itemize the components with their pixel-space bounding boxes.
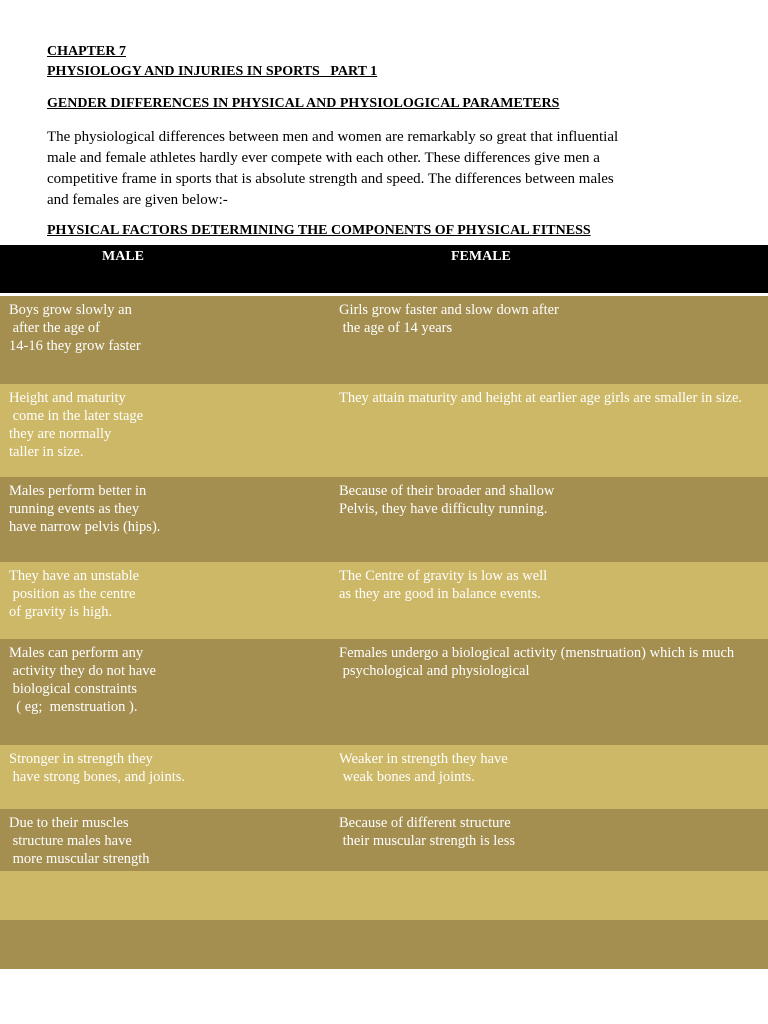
table-header-row	[0, 245, 768, 293]
cell-line: The Centre of gravity is low as well	[339, 568, 548, 584]
cell-line: Because of different structure	[339, 815, 511, 831]
chapter-heading: CHAPTER 7	[47, 44, 126, 59]
cell-line: Boys grow slowly an	[9, 302, 132, 318]
cell-line: taller in size.	[9, 444, 84, 460]
intro-paragraph	[47, 127, 727, 211]
female-cell	[339, 567, 547, 603]
cell-line: Pelvis, they have difficulty running.	[339, 501, 548, 517]
table-row	[0, 809, 768, 871]
cell-line: activity they do not have	[9, 663, 156, 679]
cell-line: of gravity is high.	[9, 604, 113, 620]
cell-line: have narrow pelvis (hips).	[9, 519, 161, 535]
section-heading-gender-differences: GENDER DIFFERENCES IN PHYSICAL AND PHYSIOLOGICAL PARAMETERS	[47, 96, 560, 111]
table-row	[0, 384, 768, 477]
female-cell	[339, 301, 559, 337]
male-cell	[9, 814, 150, 868]
intro-line: male and female athletes hardly ever compete with each other. These differences give men a	[47, 150, 600, 166]
cell-line: biological constraints	[9, 681, 138, 697]
female-cell	[339, 389, 742, 407]
male-cell	[9, 301, 141, 355]
intro-line: competitive frame in sports that is absolute strength and speed. The differences between males	[47, 171, 614, 187]
male-cell	[9, 567, 139, 621]
cell-line: position as the centre	[9, 586, 136, 602]
cell-line: They attain maturity and height at earlier age girls are smaller in size.	[339, 390, 743, 406]
table-row-empty	[0, 871, 768, 920]
cell-line: come in the later stage	[9, 408, 144, 424]
table-row	[0, 745, 768, 809]
male-cell	[9, 482, 160, 536]
section-heading-physical-factors: PHYSICAL FACTORS DETERMINING THE COMPONENTS OF PHYSICAL FITNESS	[47, 223, 591, 238]
cell-line: structure males have	[9, 833, 132, 849]
column-header-female: FEMALE	[451, 249, 511, 264]
cell-line: Stronger in strength they	[9, 751, 153, 767]
cell-line: Height and maturity	[9, 390, 126, 406]
cell-line: They have an unstable	[9, 568, 140, 584]
cell-line: Weaker in strength they have	[339, 751, 508, 767]
male-cell	[9, 644, 156, 716]
column-header-male: MALE	[102, 249, 144, 264]
female-cell	[339, 644, 734, 680]
male-cell	[9, 750, 185, 786]
cell-line: Due to their muscles	[9, 815, 129, 831]
cell-line: ( eg; menstruation ).	[9, 699, 138, 715]
cell-line: running events as they	[9, 501, 140, 517]
table-row	[0, 477, 768, 562]
cell-line: psychological and physiological	[339, 663, 530, 679]
table-row	[0, 639, 768, 745]
intro-line: and females are given below:-	[47, 192, 228, 208]
female-cell	[339, 482, 554, 518]
cell-line: more muscular strength	[9, 851, 150, 867]
cell-line: weak bones and joints.	[339, 769, 475, 785]
cell-line: after the age of	[9, 320, 100, 336]
cell-line: their muscular strength is less	[339, 833, 515, 849]
female-cell	[339, 750, 508, 786]
cell-line: 14-16 they grow faster	[9, 338, 141, 354]
cell-line: as they are good in balance events.	[339, 586, 541, 602]
male-cell	[9, 389, 143, 461]
chapter-title-heading: PHYSIOLOGY AND INJURIES IN SPORTS PART 1	[47, 64, 378, 79]
cell-line: they are normally	[9, 426, 112, 442]
table-row	[0, 562, 768, 639]
table-row	[0, 296, 768, 384]
female-cell	[339, 814, 515, 850]
cell-line: Females undergo a biological activity (menstruation) which is much	[339, 645, 735, 661]
cell-line: Males can perform any	[9, 645, 144, 661]
intro-line: The physiological differences between men and women are remarkably so great that influential	[47, 129, 619, 145]
cell-line: have strong bones, and joints.	[9, 769, 185, 785]
cell-line: Because of their broader and shallow	[339, 483, 555, 499]
cell-line: Males perform better in	[9, 483, 147, 499]
cell-line: the age of 14 years	[339, 320, 453, 336]
cell-line: Girls grow faster and slow down after	[339, 302, 559, 318]
table-row-empty	[0, 920, 768, 969]
